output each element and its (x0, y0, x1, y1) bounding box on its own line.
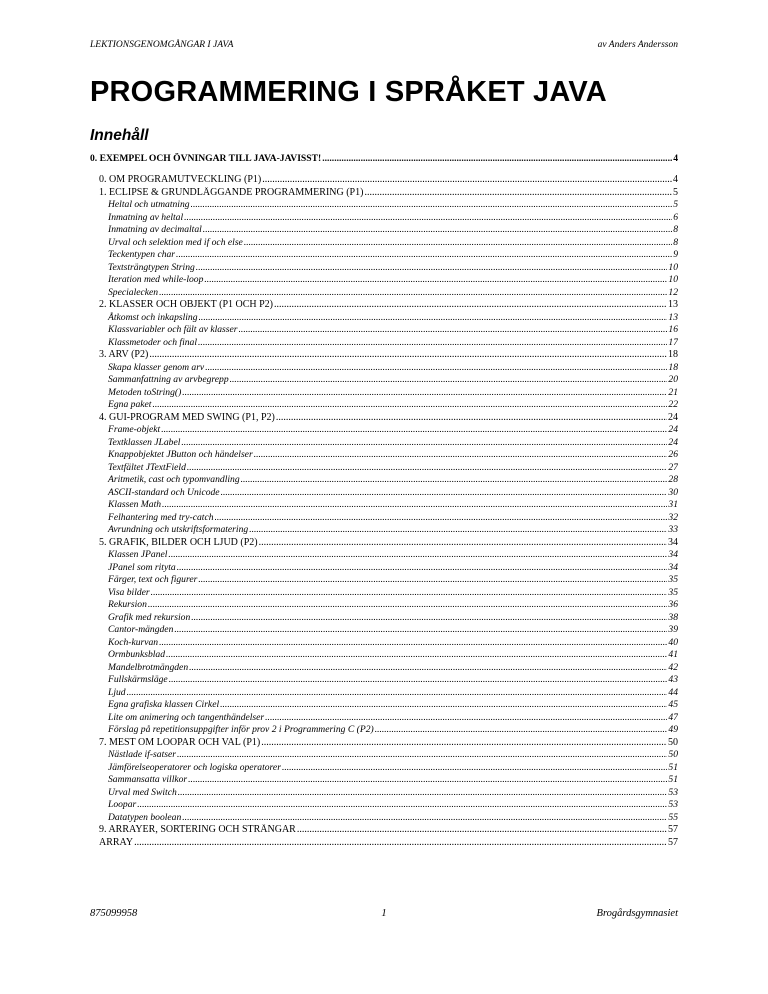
toc-entry[interactable] (90, 737, 678, 750)
toc-entry-page: 42 (668, 661, 678, 673)
toc-entry-title: Knappobjektet JButton och händelser (108, 449, 253, 460)
toc-dot-leader (137, 799, 667, 812)
toc-entry-page: 39 (668, 624, 678, 635)
toc-dot-leader (276, 412, 667, 425)
toc-entry[interactable] (90, 312, 678, 325)
toc-entry[interactable] (90, 762, 678, 775)
toc-entry-title: Färger, text och figurer (108, 574, 198, 585)
toc-entry-title: Urval och selektion med if och else (108, 236, 243, 248)
toc-entry[interactable] (90, 712, 678, 725)
toc-entry-title: Förslag på repetitionsuppgifter inför prov 2 i Programmering C (P2) (108, 724, 374, 735)
toc-entry[interactable] (90, 674, 678, 687)
toc-entry[interactable] (90, 274, 678, 287)
toc-dot-leader (191, 199, 673, 212)
toc-dot-leader (181, 437, 667, 450)
toc-entry[interactable] (90, 174, 678, 187)
toc-dot-leader (174, 624, 667, 637)
toc-entry-title: Grafik med rekursion (108, 611, 191, 623)
toc-entry[interactable] (90, 262, 678, 275)
toc-entry-page: 8 (673, 224, 678, 235)
toc-entry-page: 33 (668, 524, 678, 535)
toc-entry-page: 28 (668, 474, 678, 485)
toc-entry-title: Lite om animering och tangenthändelser (108, 711, 265, 723)
toc-entry[interactable] (90, 587, 678, 600)
toc-entry-title: 2. KLASSER OCH OBJEKT (P1 OCH P2) (99, 299, 274, 310)
toc-entry-page: 38 (668, 611, 678, 623)
footer-doc-id: 875099958 (90, 908, 138, 919)
toc-entry-title: Klassen JPanel (108, 549, 168, 560)
toc-entry[interactable] (90, 512, 678, 525)
toc-entry[interactable] (90, 249, 678, 262)
toc-dot-leader (184, 212, 672, 225)
toc-entry[interactable] (90, 837, 678, 850)
toc-dot-leader (215, 512, 668, 525)
toc-entry-page: 13 (668, 311, 678, 323)
toc-entry[interactable] (90, 574, 678, 587)
toc-entry-page: 49 (668, 724, 678, 735)
toc-entry-page: 4 (673, 153, 678, 164)
toc-entry[interactable] (90, 412, 678, 425)
toc-entry-page: 18 (668, 349, 678, 360)
toc-dot-leader (239, 324, 668, 337)
toc-entry-page: 24 (668, 411, 678, 423)
toc-entry-page: 24 (668, 424, 678, 435)
toc-dot-leader (189, 662, 667, 675)
toc-entry-page: 8 (673, 236, 678, 248)
toc-entry-title: Koch-kurvan (108, 636, 159, 648)
toc-entry-page: 53 (668, 799, 678, 810)
toc-dot-leader (230, 374, 668, 387)
toc-entry-title: 1. ECLIPSE & GRUNDLÄGGANDE PROGRAMMERING (P1) (99, 186, 364, 198)
toc-dot-leader (259, 537, 667, 550)
footer-page-number: 1 (381, 908, 387, 919)
toc-entry[interactable] (90, 437, 678, 450)
toc-entry-page: 50 (668, 736, 678, 748)
toc-dot-leader (148, 599, 668, 612)
toc-entry-title: Jämförelseoperatorer och logiska operatorer (108, 761, 281, 773)
page-header (90, 40, 678, 54)
toc-entry-page: 5 (673, 186, 678, 198)
toc-entry-title: Textklassen JLabel (108, 436, 181, 448)
toc-entry-title: ASCII-standard och Unicode (108, 486, 220, 498)
toc-dot-leader (178, 787, 668, 800)
toc-dot-leader (182, 387, 667, 400)
toc-entry-title: Inmatning av decimaltal (108, 224, 202, 235)
toc-entry-title: Mandelbrotmängden (108, 661, 189, 673)
toc-entry-page: 53 (668, 786, 678, 798)
toc-entry[interactable] (90, 812, 678, 825)
toc-entry-title: Textsträngtypen String (108, 261, 195, 273)
toc-entry-title: Egna paket (108, 399, 152, 410)
toc-entry[interactable] (90, 699, 678, 712)
toc-entry-title: ARRAY (99, 836, 134, 848)
toc-dot-leader (199, 312, 668, 325)
toc-entry[interactable] (90, 624, 678, 637)
toc-entry[interactable] (90, 612, 678, 625)
toc-entry-title: Cantor-mängden (108, 624, 174, 635)
toc-dot-leader (205, 362, 667, 375)
toc-entry[interactable] (90, 549, 678, 562)
toc-dot-leader (265, 712, 667, 725)
toc-dot-leader (221, 487, 668, 500)
toc-dot-leader (152, 399, 667, 412)
toc-entry[interactable] (90, 287, 678, 300)
toc-entry[interactable] (90, 424, 678, 437)
toc-entry[interactable] (90, 462, 678, 475)
document-title: PROGRAMMERING I SPRÅKET JAVA (90, 76, 607, 108)
toc-entry-title: Felhantering med try-catch (108, 511, 214, 523)
toc-entry[interactable] (90, 487, 678, 500)
toc-dot-leader (159, 637, 667, 650)
toc-entry-page: 30 (668, 486, 678, 498)
toc-entry-page: 26 (668, 449, 678, 460)
toc-entry-title: Sammanfattning av arvbegrepp (108, 374, 229, 385)
toc-dot-leader (375, 724, 668, 737)
toc-entry[interactable] (90, 799, 678, 812)
toc-entry-title: Aritmetik, cast och typomvandling (108, 474, 240, 485)
toc-dot-leader (241, 474, 668, 487)
toc-entry-title: 0. EXEMPEL OCH ÖVNINGAR TILL JAVA-JAVISST! (90, 153, 322, 164)
toc-entry-title: Avrundning och utskriftsformatering (108, 524, 249, 535)
page-footer (90, 908, 678, 922)
toc-entry-title: Loopar (108, 799, 137, 810)
toc-entry-page: 51 (668, 761, 678, 773)
toc-entry-title: Klassen Math (108, 499, 162, 510)
toc-entry-page: 10 (668, 274, 678, 285)
toc-dot-leader (188, 774, 667, 787)
toc-dot-leader (169, 674, 668, 687)
toc-entry-title: Iteration med while-loop (108, 274, 204, 285)
header-right: av Anders Andersson (597, 40, 678, 50)
toc-entry-page: 41 (668, 649, 678, 660)
toc-entry-page: 34 (668, 561, 678, 573)
toc-entry-page: 9 (673, 249, 678, 260)
toc-entry-page: 4 (673, 174, 678, 185)
toc-entry-title: Urval med Switch (108, 786, 177, 798)
toc-entry-title: Åtkomst och inkapsling (108, 311, 198, 323)
toc-dot-leader (134, 837, 667, 850)
toc-entry-page: 32 (668, 511, 678, 523)
toc-entry-page: 34 (668, 536, 678, 548)
toc-dot-leader (254, 449, 668, 462)
toc-entry-title: JPanel som rityta (108, 561, 176, 573)
toc-entry-page: 57 (668, 836, 678, 848)
toc-entry-page: 36 (668, 599, 678, 610)
toc-entry-title: Skapa klasser genom arv (108, 361, 205, 373)
toc-entry[interactable] (90, 374, 678, 387)
toc-entry[interactable] (90, 362, 678, 375)
toc-dot-leader (182, 812, 667, 825)
toc-entry-title: Inmatning av heltal (108, 211, 184, 223)
toc-entry-title: Sammansatta villkor (108, 774, 188, 785)
toc-dot-leader (191, 612, 667, 625)
toc-dot-leader (282, 762, 667, 775)
toc-entry-title: 5. GRAFIK, BILDER OCH LJUD (P2) (99, 536, 258, 548)
toc-entry-page: 40 (668, 636, 678, 648)
toc-entry[interactable] (90, 224, 678, 237)
toc-entry[interactable] (90, 562, 678, 575)
toc-entry-title: Datatypen boolean (108, 811, 182, 823)
toc-entry[interactable] (90, 774, 678, 787)
toc-entry[interactable] (90, 324, 678, 337)
toc-entry[interactable] (90, 524, 678, 537)
toc-entry[interactable] (90, 474, 678, 487)
toc-entry[interactable] (90, 187, 678, 200)
toc-dot-leader (249, 524, 667, 537)
toc-dot-leader (168, 549, 667, 562)
toc-entry[interactable] (90, 637, 678, 650)
toc-entry-page: 13 (668, 299, 678, 310)
toc-dot-leader (162, 499, 667, 512)
toc-entry-page: 17 (668, 336, 678, 348)
toc-entry-page: 12 (668, 286, 678, 298)
toc-dot-leader (176, 249, 672, 262)
toc-entry-page: 35 (668, 586, 678, 598)
toc-entry-title: Metoden toString() (108, 386, 182, 398)
toc-entry-title: Egna grafiska klassen Cirkel (108, 699, 220, 710)
toc-dot-leader (198, 337, 667, 350)
toc-entry[interactable] (90, 399, 678, 412)
toc-dot-leader (322, 152, 672, 166)
toc-entry-page: 31 (668, 499, 678, 510)
toc-entry-title: Specialecken (108, 286, 159, 298)
toc-entry-title: 3. ARV (P2) (99, 349, 149, 360)
toc-entry-page: 5 (673, 199, 678, 210)
toc-entry-page: 50 (668, 749, 678, 760)
toc-entry-page: 47 (668, 711, 678, 723)
toc-entry[interactable] (90, 687, 678, 700)
toc-dot-leader (297, 824, 667, 837)
toc-entry[interactable] (90, 212, 678, 225)
toc-entry-page: 44 (668, 686, 678, 698)
toc-entry-title: Teckentypen char (108, 249, 176, 260)
toc-entry-page: 10 (668, 261, 678, 273)
toc-dot-leader (149, 349, 667, 362)
toc-entry[interactable] (90, 387, 678, 400)
toc-entry-title: Rekursion (108, 599, 147, 610)
toc-entry-title: 0. OM PROGRAMUTVECKLING (P1) (99, 174, 262, 185)
toc-entry-title: Heltal och utmatning (108, 199, 190, 210)
toc-entry-title: 7. MEST OM LOOPAR OCH VAL (P1) (99, 736, 261, 748)
toc-entry[interactable] (90, 237, 678, 250)
toc-entry-page: 21 (668, 386, 678, 398)
footer-school: Brogårdsgymnasiet (596, 908, 678, 919)
toc-entry-page: 45 (668, 699, 678, 710)
toc-dot-leader (166, 649, 667, 662)
toc-entry-page: 27 (668, 461, 678, 473)
toc-entry-title: Ljud (108, 686, 126, 698)
toc-entry[interactable] (90, 724, 678, 737)
toc-entry-title: Fullskärmsläge (108, 674, 168, 685)
toc-entry-title: Ormbunksblad (108, 649, 166, 660)
toc-entry-title: Frame-objekt (108, 424, 161, 435)
toc-dot-leader (161, 424, 667, 437)
toc-entry-page: 16 (668, 324, 678, 335)
toc-entry-page: 22 (668, 399, 678, 410)
toc-heading: Innehåll (90, 127, 149, 144)
toc-dot-leader (261, 737, 667, 750)
toc-dot-leader (364, 187, 672, 200)
toc-dot-leader (159, 287, 667, 300)
table-of-contents (90, 152, 678, 849)
toc-dot-leader (177, 749, 667, 762)
toc-entry[interactable] (90, 349, 678, 362)
toc-dot-leader (187, 462, 668, 475)
toc-entry-title: Klassvariabler och fält av klasser (108, 324, 238, 335)
toc-entry-page: 57 (668, 824, 678, 835)
toc-entry[interactable] (90, 649, 678, 662)
toc-entry-page: 55 (668, 811, 678, 823)
toc-dot-leader (244, 237, 672, 250)
toc-entry-title: Klassmetoder och final (108, 336, 198, 348)
toc-entry-title: 4. GUI-PROGRAM MED SWING (P1, P2) (99, 411, 275, 423)
toc-entry[interactable] (90, 499, 678, 512)
toc-dot-leader (196, 262, 668, 275)
header-left: LEKTIONSGENOMGÅNGAR I JAVA (90, 40, 234, 50)
toc-dot-leader (177, 562, 668, 575)
toc-dot-leader (262, 174, 672, 187)
toc-entry-page: 20 (668, 374, 678, 385)
toc-entry-page: 35 (668, 574, 678, 585)
toc-entry[interactable] (90, 299, 678, 312)
toc-dot-leader (198, 574, 667, 587)
toc-entry-page: 6 (673, 211, 678, 223)
toc-entry[interactable] (90, 662, 678, 675)
toc-entry[interactable] (90, 199, 678, 212)
toc-entry[interactable] (90, 787, 678, 800)
toc-dot-leader (203, 224, 672, 237)
toc-entry[interactable] (90, 449, 678, 462)
toc-entry[interactable] (90, 599, 678, 612)
toc-dot-leader (127, 687, 668, 700)
toc-entry[interactable] (90, 537, 678, 550)
toc-entry-page: 51 (668, 774, 678, 785)
toc-entry[interactable] (90, 824, 678, 837)
toc-entry-title: 9. ARRAYER, SORTERING OCH STRÄNGAR (99, 824, 296, 835)
toc-entry-page: 18 (668, 361, 678, 373)
toc-entry-title: Textfältet JTextField (108, 461, 186, 473)
toc-dot-leader (274, 299, 667, 312)
toc-dot-leader (204, 274, 667, 287)
toc-entry-title: Nästlade if-satser (108, 749, 176, 760)
toc-entry[interactable] (90, 749, 678, 762)
toc-entry-page: 24 (668, 436, 678, 448)
toc-entry-page: 43 (668, 674, 678, 685)
toc-entry[interactable] (90, 337, 678, 350)
toc-dot-leader (151, 587, 668, 600)
toc-entry-page: 34 (668, 549, 678, 560)
toc-entry[interactable] (90, 152, 678, 174)
toc-dot-leader (220, 699, 667, 712)
toc-entry-title: Visa bilder (108, 586, 150, 598)
